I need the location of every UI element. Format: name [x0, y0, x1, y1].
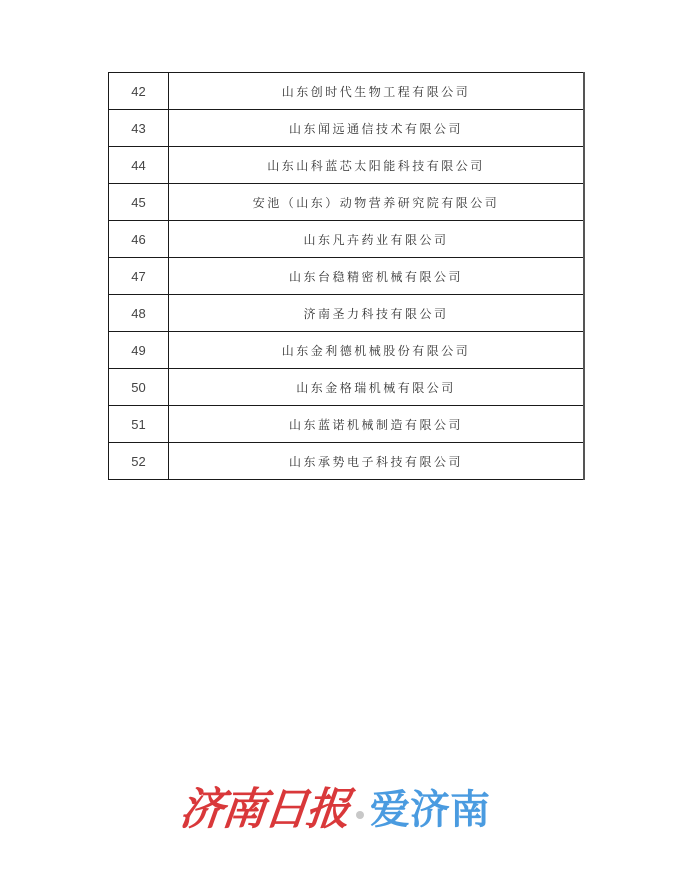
table-row: [109, 184, 585, 221]
table-row: [109, 147, 585, 184]
company-name: 山东凡卉药业有限公司: [169, 221, 585, 258]
row-number: 44: [109, 147, 169, 184]
logo-separator-dot: [356, 811, 364, 819]
company-name: 山东承势电子科技有限公司: [169, 443, 585, 480]
table-row: [109, 73, 585, 110]
row-number: 45: [109, 184, 169, 221]
row-number: 50: [109, 369, 169, 406]
table-row: [109, 295, 585, 332]
row-number: 42: [109, 73, 169, 110]
row-number: 47: [109, 258, 169, 295]
table-row: [109, 332, 585, 369]
company-name: 山东山科蓝芯太阳能科技有限公司: [169, 147, 585, 184]
company-name: 安池（山东）动物营养研究院有限公司: [169, 184, 585, 221]
row-number: 46: [109, 221, 169, 258]
company-name: 山东蓝诺机械制造有限公司: [169, 406, 585, 443]
company-name: 山东金格瑞机械有限公司: [169, 369, 585, 406]
row-number: 48: [109, 295, 169, 332]
row-number: 43: [109, 110, 169, 147]
table-row: [109, 406, 585, 443]
logo-primary-text: 济南日报: [177, 784, 351, 835]
company-name: 山东创时代生物工程有限公司: [169, 73, 585, 110]
table-row: [109, 443, 585, 480]
table-row: [109, 258, 585, 295]
row-number: 51: [109, 406, 169, 443]
logo-secondary-text: 爱济南: [370, 787, 490, 833]
company-name: 山东闻远通信技术有限公司: [169, 110, 585, 147]
newspaper-logo: [177, 782, 520, 838]
company-name: 山东金利德机械股份有限公司: [169, 332, 585, 369]
company-list-table: [108, 72, 585, 480]
row-number: 52: [109, 443, 169, 480]
company-name: 济南圣力科技有限公司: [169, 295, 585, 332]
table-row: [109, 221, 585, 258]
row-number: 49: [109, 332, 169, 369]
table-row: [109, 110, 585, 147]
table-row: [109, 369, 585, 406]
company-name: 山东台稳精密机械有限公司: [169, 258, 585, 295]
